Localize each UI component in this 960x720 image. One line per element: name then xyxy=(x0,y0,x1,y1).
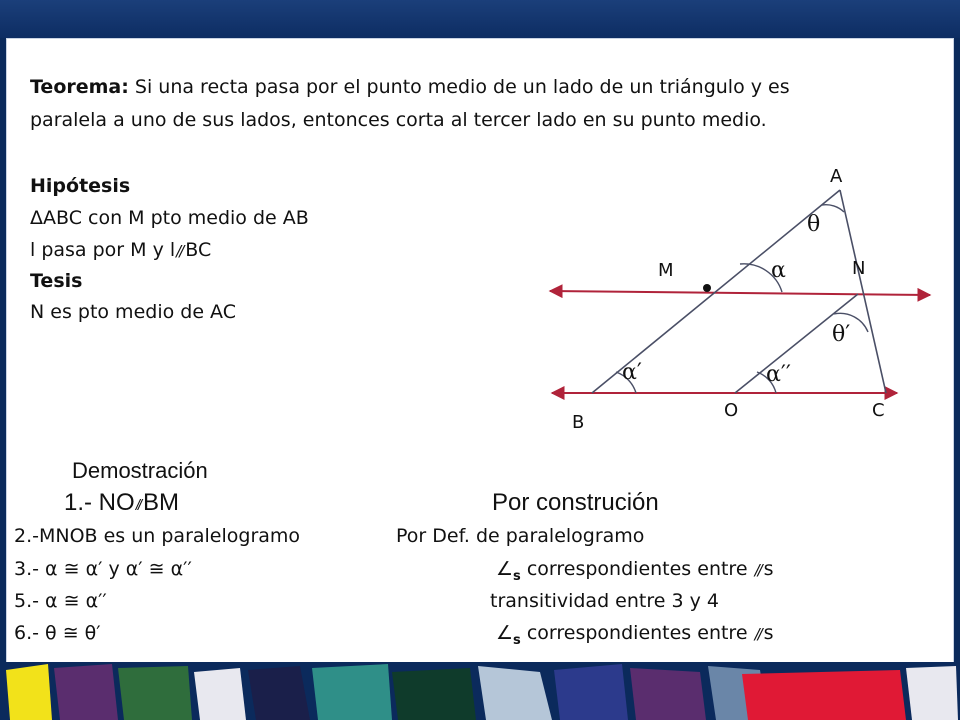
bottom-mosaic xyxy=(0,662,960,720)
step-1-suffix: BM xyxy=(143,489,180,516)
alpha-prime-symbol-2: α′ xyxy=(125,558,143,580)
triangle-symbol: Δ xyxy=(30,207,43,229)
congruent-symbol: ≅ xyxy=(62,622,79,644)
step-3-reason-text: correspondientes entre xyxy=(526,558,748,580)
step-6 xyxy=(14,622,101,644)
point-label-b: B xyxy=(572,412,585,433)
theta-symbol: θ xyxy=(45,622,57,644)
step-3-reason-end: s xyxy=(763,558,774,580)
thesis-line-1: N es pto medio de AC xyxy=(30,301,236,323)
angle-alpha-dprime-label: α′′ xyxy=(766,362,791,387)
angle-icon: ∠ xyxy=(496,622,514,644)
congruent-symbol: ≅ xyxy=(63,590,80,612)
congruent-symbol-2: ≅ xyxy=(148,558,165,580)
step-6-reason-text: correspondientes entre xyxy=(526,622,748,644)
step-5-prefix: 5.- xyxy=(14,590,39,612)
parallel-symbol: // xyxy=(754,561,761,579)
parallel-symbol: // xyxy=(176,242,183,260)
point-label-a: A xyxy=(830,166,843,187)
alpha-prime-symbol: α′ xyxy=(85,558,103,580)
angle-icon: ∠ xyxy=(496,558,514,580)
angle-theta-prime-label: θ′ xyxy=(832,322,851,347)
step-1-reason: Por construción xyxy=(492,489,659,516)
alpha-dprime-symbol: α′′ xyxy=(170,558,192,580)
point-label-m: M xyxy=(658,260,674,281)
subscript-s: s xyxy=(513,568,521,584)
point-m-dot xyxy=(703,284,711,292)
line-l-parallel xyxy=(550,291,930,295)
step-2: 2.-MNOB es un paralelogramo xyxy=(14,525,301,547)
step-5 xyxy=(14,590,107,612)
hypothesis-heading: Hipótesis xyxy=(30,175,131,197)
thesis-heading: Tesis xyxy=(30,270,83,292)
alpha-symbol: α xyxy=(45,590,58,612)
subscript-s: s xyxy=(513,632,521,648)
step-3-prefix: 3.- xyxy=(14,558,39,580)
demonstration-heading: Demostración xyxy=(72,458,208,483)
step-1-prefix: 1.- NO xyxy=(64,489,135,516)
point-label-o: O xyxy=(724,400,739,421)
segment-ac xyxy=(840,190,886,393)
step-3-mid: y xyxy=(108,558,120,580)
parallel-symbol: // xyxy=(754,625,761,643)
step-3 xyxy=(14,558,192,580)
step-5-reason: transitividad entre 3 y 4 xyxy=(490,590,719,612)
step-1 xyxy=(64,489,179,517)
theorem-title: Teorema: xyxy=(30,76,129,98)
arc-theta xyxy=(822,205,844,212)
hypothesis-line-1-text: ABC con M pto medio de AB xyxy=(43,207,309,229)
theta-prime-symbol: θ′ xyxy=(84,622,101,644)
step-2-reason: Por Def. de paralelogramo xyxy=(396,525,645,547)
point-label-n: N xyxy=(852,258,866,279)
angle-alpha-label: α xyxy=(771,258,786,283)
alpha-symbol: α xyxy=(45,558,58,580)
parallel-symbol: // xyxy=(135,497,141,514)
step-6-reason xyxy=(496,622,774,648)
alpha-dprime-symbol: α′′ xyxy=(85,590,107,612)
angle-alpha-prime-label: α′ xyxy=(622,360,642,385)
step-3-reason xyxy=(496,558,774,584)
theorem-line-2: paralela a uno de sus lados, entonces corta al tercer lado en su punto medio. xyxy=(30,109,767,131)
step-6-prefix: 6.- xyxy=(14,622,39,644)
step-6-reason-end: s xyxy=(763,622,774,644)
hypothesis-line-2-prefix: l pasa por M y l xyxy=(30,239,176,261)
theorem-text-1: Si una recta pasa por el punto medio de un lado de un triángulo y es xyxy=(134,76,790,98)
angle-theta-label: θ xyxy=(807,212,821,237)
hypothesis-line-2-suffix: BC xyxy=(185,239,212,261)
congruent-symbol: ≅ xyxy=(63,558,80,580)
point-label-c: C xyxy=(872,400,885,421)
